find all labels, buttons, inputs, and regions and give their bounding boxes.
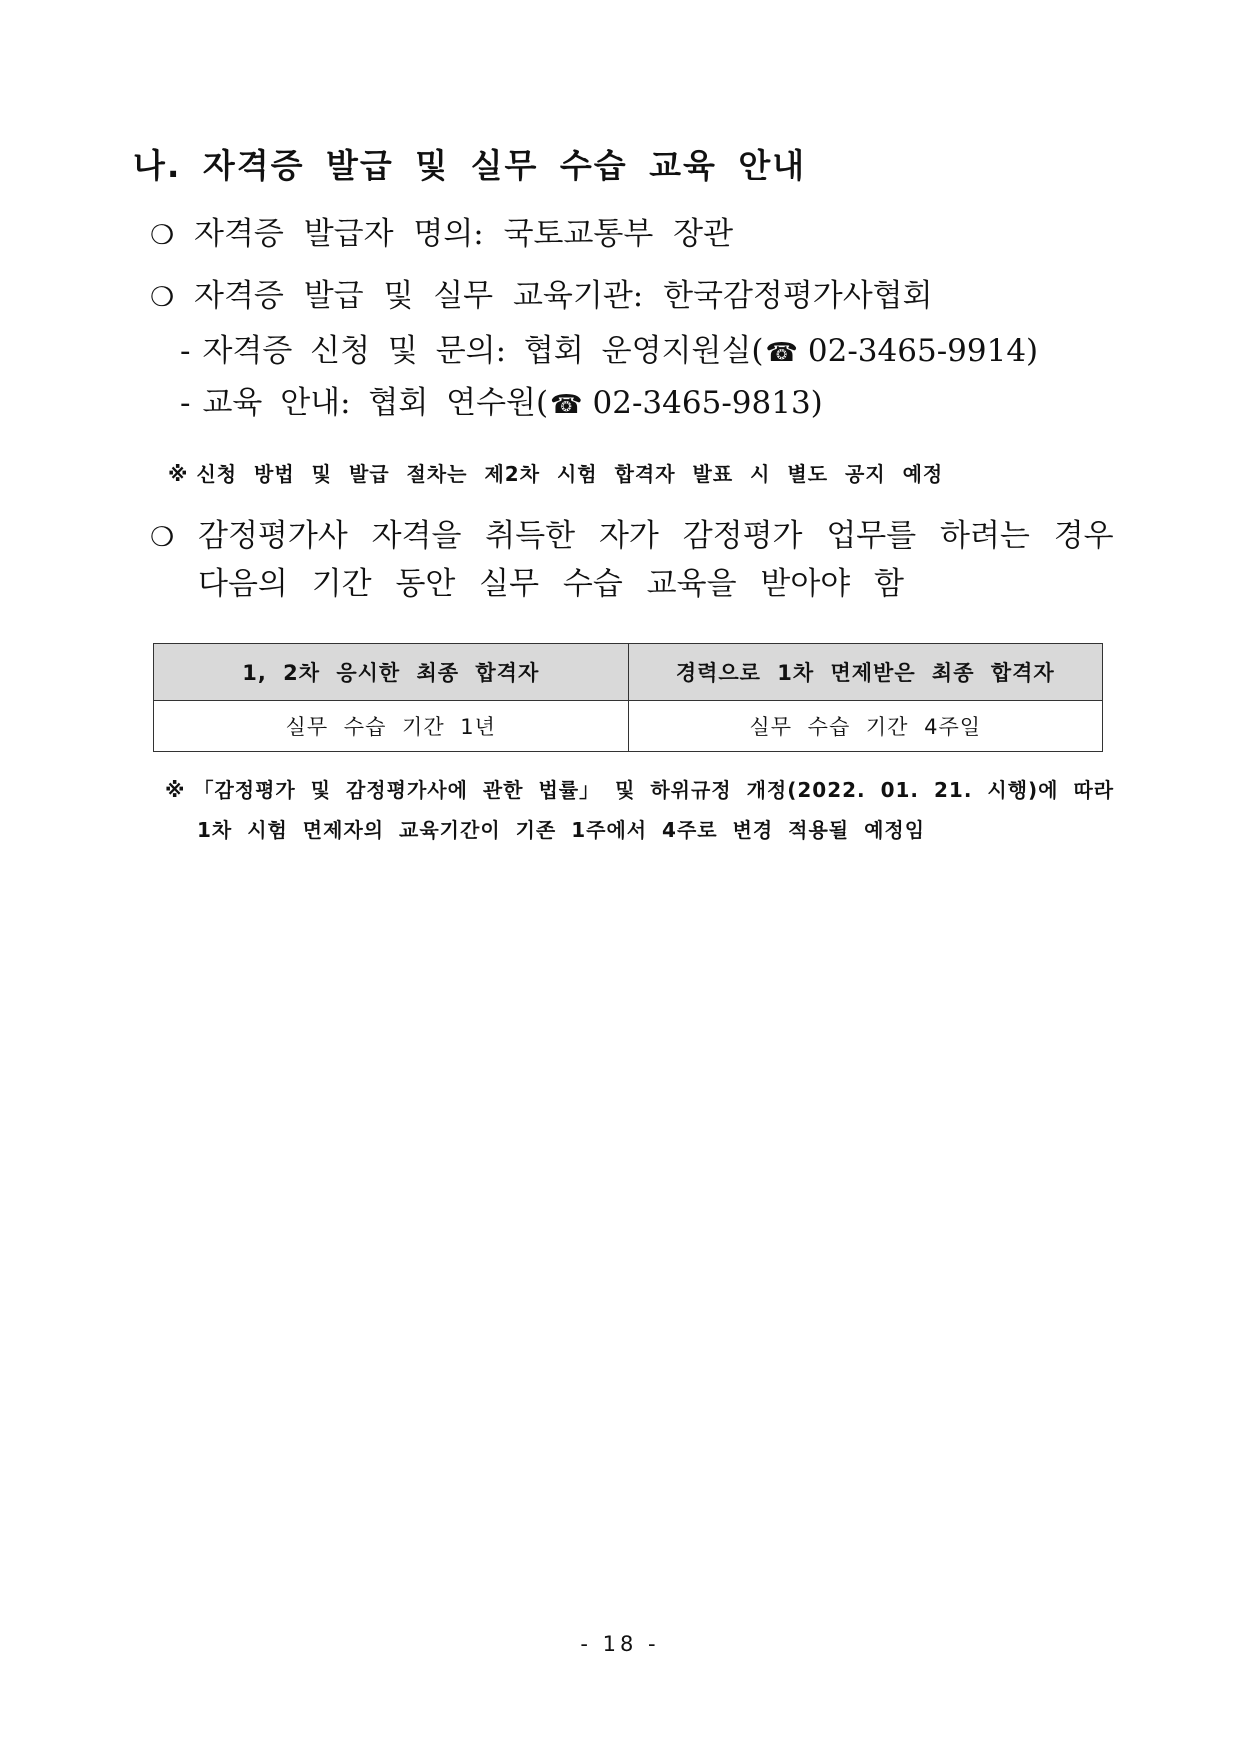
training-line-1 — [150, 510, 1120, 558]
page-number: - 18 - — [580, 1632, 660, 1656]
application-note — [168, 458, 943, 487]
bullet-issuer — [150, 208, 733, 253]
sub-item-education — [180, 377, 823, 422]
bullet-institution — [150, 270, 933, 315]
footnote-line-2: 1차 시험 면제자의 교육기간이 기존 1주에서 4주로 변경 적용될 예정임 — [197, 818, 926, 842]
bullet-circle-icon: ❍ — [150, 282, 175, 313]
table-header-row — [154, 644, 1103, 701]
table-header-cell: 경력으로 1차 면제받은 최종 합격자 — [628, 644, 1103, 701]
table-row — [154, 701, 1103, 752]
table-cell: 실무 수습 기간 4주일 — [628, 701, 1103, 752]
training-line-2 — [150, 558, 1120, 606]
footnote-text-1: 「감정평가 및 감정평가사에 관한 법률」 및 하위규정 개정(2022. 01. 21. 시행)에 따라 — [193, 778, 1115, 802]
dash-marker: - — [180, 385, 191, 421]
education-label: 교육 안내: 협회 연수원( — [202, 385, 549, 421]
issuer-text: 자격증 발급자 명의: 국토교통부 장관 — [194, 216, 734, 252]
inquiry-phone: 02-3465-9914) — [807, 333, 1039, 369]
phone-icon: ☎ — [550, 390, 583, 420]
dash-marker: - — [180, 333, 191, 369]
sub-item-inquiry — [180, 325, 1038, 370]
bullet-training — [150, 510, 1120, 606]
inquiry-label: 자격증 신청 및 문의: 협회 운영지원실( — [202, 333, 764, 369]
institution-text: 자격증 발급 및 실무 교육기관: 한국감정평가사협회 — [194, 278, 933, 314]
phone-icon: ☎ — [765, 338, 798, 368]
section-heading: 나. 자격증 발급 및 실무 수습 교육 안내 — [133, 146, 807, 185]
training-text-1: 감정평가사 자격을 취득한 자가 감정평가 업무를 하려는 경우 — [198, 518, 1114, 554]
reference-mark-icon: ※ — [165, 778, 186, 802]
education-phone: 02-3465-9813) — [592, 385, 823, 421]
footnote-line-1 — [165, 770, 1114, 810]
training-text-2: 다음의 기간 동안 실무 수습 교육을 받아야 함 — [198, 566, 905, 602]
application-note-text: 신청 방법 및 발급 절차는 제2차 시험 합격자 발표 시 별도 공지 예정 — [196, 462, 944, 486]
table-cell: 실무 수습 기간 1년 — [154, 701, 629, 752]
bullet-circle-icon: ❍ — [150, 220, 175, 251]
bullet-circle-icon: ❍ — [150, 522, 175, 553]
reference-mark-icon: ※ — [168, 462, 189, 486]
table-header-cell: 1, 2차 응시한 최종 합격자 — [154, 644, 629, 701]
training-duration-table — [153, 643, 1103, 752]
law-amendment-footnote — [165, 770, 1114, 850]
